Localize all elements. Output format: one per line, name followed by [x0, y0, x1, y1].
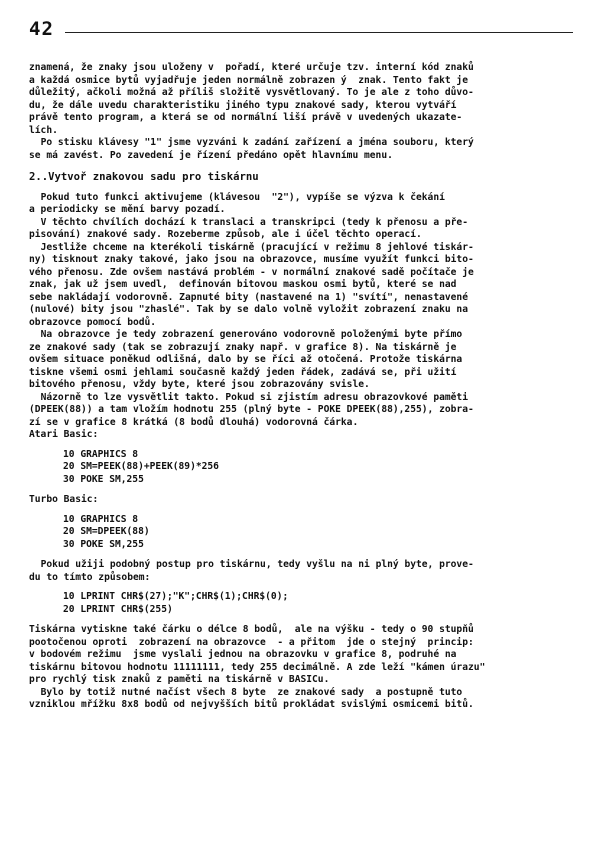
code-block-printer: 10 LPRINT CHR$(27);"K";CHR$(1);CHR$(0); 20 LPRINT CHR$(255): [63, 591, 289, 615]
paragraph: Jestliže chceme na kterékoli tiskárně (pracující v režimu 8 jehlové tiskár- ny) tisknout znaky takové, jako jsou na obrazovce, musíme využít funkci bito- vého přenosu. Zde ovšem nastává problém - v normální znakové sadě počítače je znak, jak už jsem uvedl, definován bitovou maskou osmi bytů, které se nad sebe nakládají vodorovně. Zapnuté bity (nastavené na 1) "svítí", nenastavené (nulové) bity jsou "zhaslé". Tak by se dalo volně vyložit zobrazení znaku na obrazovce pomocí bodů.: [29, 241, 474, 328]
paragraph: Po stisku klávesy "1" jsme vyzváni k zadání zařízení a jména souboru, který se má zavést. Po zavedení je řízení předáno opět hlavnímu menu.: [29, 137, 474, 161]
header-rule: [65, 32, 573, 33]
paragraph: Bylo by totiž nutné načíst všech 8 byte ze znakové sady a postupně tuto vzniklou mřížku 8x8 bodů od nejvyšších bitů prokládat svislými osmicemi bitů.: [29, 686, 474, 710]
paragraph: znamená, že znaky jsou uloženy v pořadí, které určuje tzv. interní kód znaků a každá osmice bytů vyjadřuje jeden normálně zobrazen ý znak. Tento fakt je důležitý, ačkoli možná až příliš složitě vysvětlovaný. To je ale z toho důvo- du, že dále uvedu charakteristiku jiného typu znakové sady, kterou vytváří právě tento program, a která se od normální liší právě v uvedených ukazate- lích.: [29, 62, 474, 136]
code-label-turbo: Turbo Basic:: [29, 494, 99, 505]
code-label-atari: Atari Basic:: [29, 429, 99, 440]
paragraph: V těchto chvílích dochází k translaci a transkripci (tedy k přenosu a pře- pisování) znakové sady. Rozeberme způsob, ale i účel těchto operací.: [29, 216, 468, 240]
paragraph: Na obrazovce je tedy zobrazení generováno vodorovně položenými byte přímo ze znakové sady (tak se zobrazují znaky např. v grafice 8). Na tiskárně je ovšem situace poněkud odlišná, dalo by se říci až otočená. Protože tiskárna tiskne všemi osmi jehlami současně každý jeden řádek, zadává se, při užití bitového přenosu, vždy byte, které jsou zobrazovány svisle.: [29, 329, 463, 390]
paragraph: Názorně to lze vysvětlit takto. Pokud si zjistím adresu obrazovkové paměti (DPEEK(88)) a tam vložím hodnotu 255 (plný byte - POKE DPEEK(88),255), zobra- zí se v grafice 8 krátká (8 bodů dlouhá) vodorovná čárka.: [29, 391, 474, 428]
page-header: [29, 18, 574, 44]
code-block-turbo: 10 GRAPHICS 8 20 SM=DPEEK(88) 30 POKE SM,255: [63, 513, 150, 550]
page-number: 42: [29, 18, 54, 40]
paragraph: Pokud užiji podobný postup pro tiskárnu, tedy vyšlu na ni plný byte, prove- du to tímto způsobem:: [29, 559, 474, 583]
code-block-atari: 10 GRAPHICS 8 20 SM=PEEK(88)+PEEK(89)*256 30 POKE SM,255: [63, 448, 219, 485]
paragraph: Pokud tuto funkci aktivujeme (klávesou "2"), vypíše se výzva k čekání a periodicky se mění barvy pozadí.: [29, 191, 445, 215]
page-body: [29, 62, 574, 712]
section-heading: 2..Vytvoř znakovou sadu pro tiskárnu: [29, 171, 259, 183]
paragraph: Tiskárna vytiskne také čárku o délce 8 bodů, ale na výšku - tedy o 90 stupňů pootočenou oproti zobrazení na obrazovce - a přitom jde o stejný princip: v bodovém režimu jsme vyslali jednou na obrazovku v grafice 8, podruhé na tiskárnu bitovou hodnotu 11111111, tedy 255 decimálně. A zde leží "kámen úrazu" pro rychlý tisk znaků z paměti na tiskárně v BASICu.: [29, 624, 486, 685]
